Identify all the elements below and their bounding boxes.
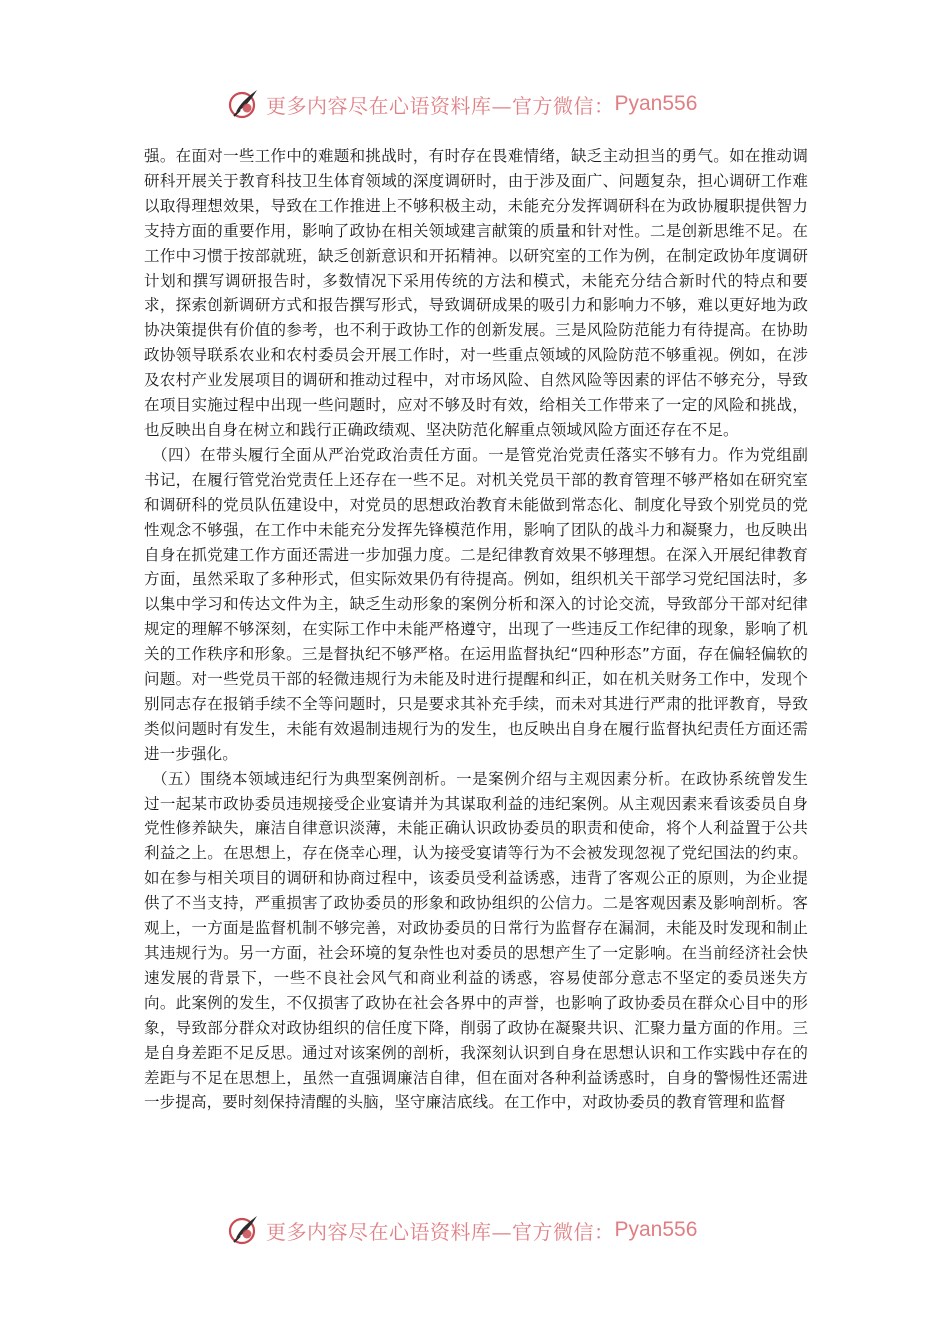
paragraph-continuation: 强。在面对一些工作中的难题和挑战时，有时存在畏难情绪，缺乏主动担当的勇气。如在推动调研科开展关于教育科技卫生体育领域的深度调研时，由于涉及面广、问题复杂，担心调研工作难以取得理想效果，导致在工作推进上不够积极主动，未能充分发挥调研科在为政协履职提供智力支持方面的重要作用，影响了政协在相关领域建言献策的质量和针对性。二是创新思维不足。在工作中习惯于按部就班，缺乏创新意识和开拓精神。以研究室的工作为例，在制定政协年度调研计划和撰写调研报告时，多数情况下采用传统的方法和模式，未能充分结合新时代的特点和要求，探索创新调研方式和报告撰写形式，导致调研成果的吸引力和影响力不够，难以更好地为政协决策提供有价值的参考，也不利于政协工作的创新发展。三是风险防范能力有待提高。在协助政协领导联系农业和农村委员会开展工作时，对一些重点领域的风险防范不够重视。例如，在涉及农村产业发展项目的调研和推动过程中，对市场风险、自然风险等因素的评估不够充分，导致在项目实施过程中出现一些问题时，应对不够及时有效，给相关工作带来了一定的风险和挑战，也反映出自身在树立和践行正确政绩观、坚决防范化解重点领域风险方面还存在不足。 xyxy=(144,147,808,439)
banner-site-text: 更多内容尽在心语资料库—官方微信： xyxy=(266,1219,615,1244)
footer-watermark-banner xyxy=(0,1210,950,1250)
banner-wechat-id: Pyan556 xyxy=(614,1218,698,1241)
header-watermark-banner xyxy=(0,84,950,124)
document-body xyxy=(144,144,808,1115)
banner-site-text: 更多内容尽在心语资料库—官方微信： xyxy=(266,93,615,118)
quill-logo-icon xyxy=(226,1212,262,1248)
paragraph-section-five: （五）围绕本领域违纪行为典型案例剖析。一是案例介绍与主观因素分析。在政协系统曾发生过一起某市政协委员违规接受企业宴请并为其谋取利益的违纪案例。从主观因素来看该委员自身党性修养缺失，廉洁自律意识淡薄，未能正确认识政协委员的职责和使命，将个人利益置于公共利益之上。在思想上，存在侥幸心理，认为接受宴请等行为不会被发现忽视了党纪国法的约束。如在参与相关项目的调研和协商过程中，该委员受利益诱惑，违背了客观公正的原则，为企业提供了不当支持，严重损害了政协委员的形象和政协组织的公信力。二是客观因素及影响剖析。客观上，一方面是监督机制不够完善，对政协委员的日常行为监督存在漏洞，未能及时发现和制止其违规行为。另一方面，社会环境的复杂性也对委员的思想产生了一定影响。在当前经济社会快速发展的背景下，一些不良社会风气和商业利益的诱惑，容易使部分意志不坚定的委员迷失方向。此案例的发生，不仅损害了政协在社会各界中的声誉，也影响了政协委员在群众心目中的形象，导致部分群众对政协组织的信任度下降，削弱了政协在凝聚共识、汇聚力量方面的作用。三是自身差距不足反思。通过对该案例的剖析，我深刻认识到自身在思想认识和工作实践中存在的差距与不足在思想上，虽然一直强调廉洁自律，但在面对各种利益诱惑时，自身的警惕性还需进一步提高，要时刻保持清醒的头脑，坚守廉洁底线。在工作中，对政协委员的教育管理和监督 xyxy=(144,769,808,1112)
banner-wechat-id: Pyan556 xyxy=(614,92,698,115)
paragraph-section-four: （四）在带头履行全面从严治党政治责任方面。一是管党治党责任落实不够有力。作为党组副书记，在履行管党治党责任上还存在一些不足。对机关党员干部的教育管理不够严格如在研究室和调研科的党员队伍建设中，对党员的思想政治教育未能做到常态化、制度化导致个别党员的党性观念不够强，在工作中未能充分发挥先锋模范作用，影响了团队的战斗力和凝聚力，也反映出自身在抓党建工作方面还需进一步加强力度。二是纪律教育效果不够理想。在深入开展纪律教育方面，虽然采取了多种形式，但实际效果仍有待提高。例如，组织机关干部学习党纪国法时，多以集中学习和传达文件为主，缺乏生动形象的案例分析和深入的讨论交流，导致部分干部对纪律规定的理解不够深刻，在实际工作中未能严格遵守，出现了一些违反工作纪律的现象，影响了机关的工作秩序和形象。三是督执纪不够严格。在运用监督执纪“四种形态”方面，存在偏轻偏软的问题。对一些党员干部的轻微违规行为未能及时进行提醒和纠正，如在机关财务工作中，发现个别同志存在报销手续不全等问题时，只是要求其补充手续，而未对其进行严肃的批评教育，导致类似问题时有发生，未能有效遏制违规行为的发生，也反映出自身在履行监督执纪责任方面还需进一步强化。 xyxy=(144,445,808,763)
quill-logo-icon xyxy=(226,86,262,122)
